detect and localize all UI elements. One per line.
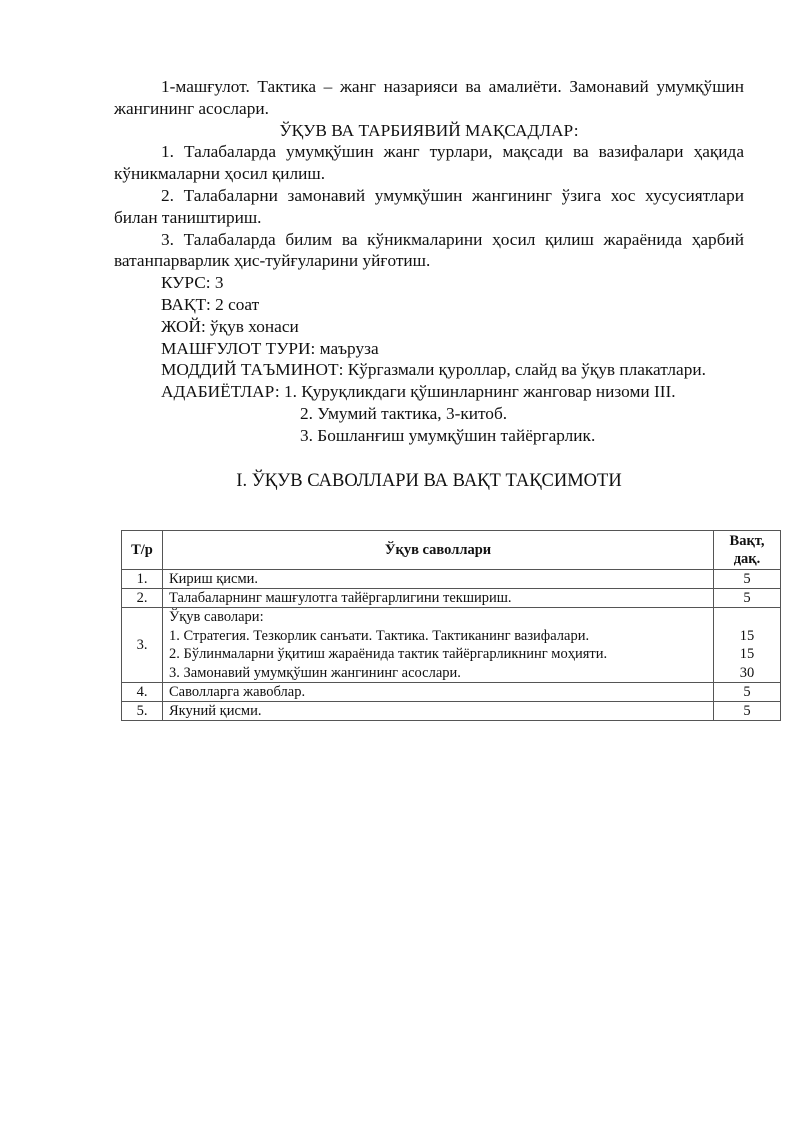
header-questions: Ўқув саволлари [163, 531, 714, 570]
table-row [122, 570, 781, 589]
row-num: 4. [122, 683, 163, 702]
references-first: АДАБИЁТЛАР: 1. Қуруқликдаги қўшинларнинг жанговар низоми III. [161, 382, 676, 402]
row-text: Саволларга жавоблар. [163, 683, 714, 702]
goal-item: 2. Талабаларни замонавий умумқўшин жангининг ўзига хос хусусиятлари билан таништириш. [114, 185, 744, 227]
materials-field: МОДДИЙ ТАЪМИНОТ: Кўргазмали қуроллар, слайд ва ўқув плакатлари. [161, 360, 706, 380]
row-time: 5 [714, 702, 781, 721]
reference-item: 2. Умумий тактика, 3-китоб. [300, 403, 508, 423]
row-num: 2. [122, 589, 163, 608]
row-text-multi [163, 608, 714, 683]
row-time: 5 [714, 683, 781, 702]
table-row [122, 608, 781, 683]
header-num: Т/р [122, 531, 163, 570]
table-header-row [122, 531, 781, 570]
document-body [114, 76, 744, 512]
row-subtime: 30 [739, 664, 755, 681]
time-field: ВАҚТ: 2 соат [161, 294, 260, 314]
lesson-title: 1-машғулот. Тактика – жанг назарияси ва амалиёти. Замонавий умумқўшин жангининг асослари. [114, 77, 744, 118]
row-time: 5 [714, 570, 781, 589]
row-time: 5 [714, 589, 781, 608]
row-subline: 1. Стратегия. Тезкорлик санъати. Тактика. Тактиканинг вазифалари. [169, 627, 590, 644]
section-title: I. ЎҚУВ САВОЛЛАРИ ВА ВАҚТ ТАҚСИМОТИ [236, 470, 622, 491]
place-field: ЖОЙ: ўқув хонаси [161, 316, 299, 336]
table-row [122, 683, 781, 702]
row-text: Талабаларнинг машғулотга тайёргарлигини текшириш. [163, 589, 714, 608]
lesson-type-field: МАШҒУЛОТ ТУРИ: маъруза [161, 338, 379, 358]
goals-heading: ЎҚУВ ВА ТАРБИЯВИЙ МАҚСАДЛАР: [279, 120, 579, 140]
table-row [122, 702, 781, 721]
row-subline: 3. Замонавий умумқўшин жангининг асослари. [169, 664, 461, 681]
goal-item: 3. Талабаларда билим ва кўникмаларини ҳосил қилиш жараёнида ҳарбий ватанпарварлик ҳис-туйғуларини уйғотиш. [114, 229, 744, 271]
row-num: 3. [122, 608, 163, 683]
row-text: Якуний қисми. [163, 702, 714, 721]
table-row [122, 589, 781, 608]
row-subtime [720, 608, 774, 627]
course-field: КУРС: 3 [161, 273, 224, 293]
row-num: 5. [122, 702, 163, 721]
goal-item: 1. Талабаларда умумқўшин жанг турлари, мақсади ва вазифалари ҳақида кўникмаларни ҳосил қилиш. [114, 142, 744, 184]
row-text: Кириш қисми. [163, 570, 714, 589]
schedule-table [121, 530, 781, 721]
row-time-multi [714, 608, 781, 683]
row-subline: Ўқув саволари: [169, 609, 264, 625]
row-subline: 2. Бўлинмаларни ўқитиш жараёнида тактик тайёргарликнинг моҳияти. [169, 646, 608, 662]
row-subtime: 15 [739, 627, 755, 644]
row-subtime: 15 [739, 646, 755, 662]
row-num: 1. [122, 570, 163, 589]
header-time: Вақт, дақ. [714, 531, 781, 570]
reference-item: 3. Бошланғиш умумқўшин тайёргарлик. [300, 425, 596, 445]
